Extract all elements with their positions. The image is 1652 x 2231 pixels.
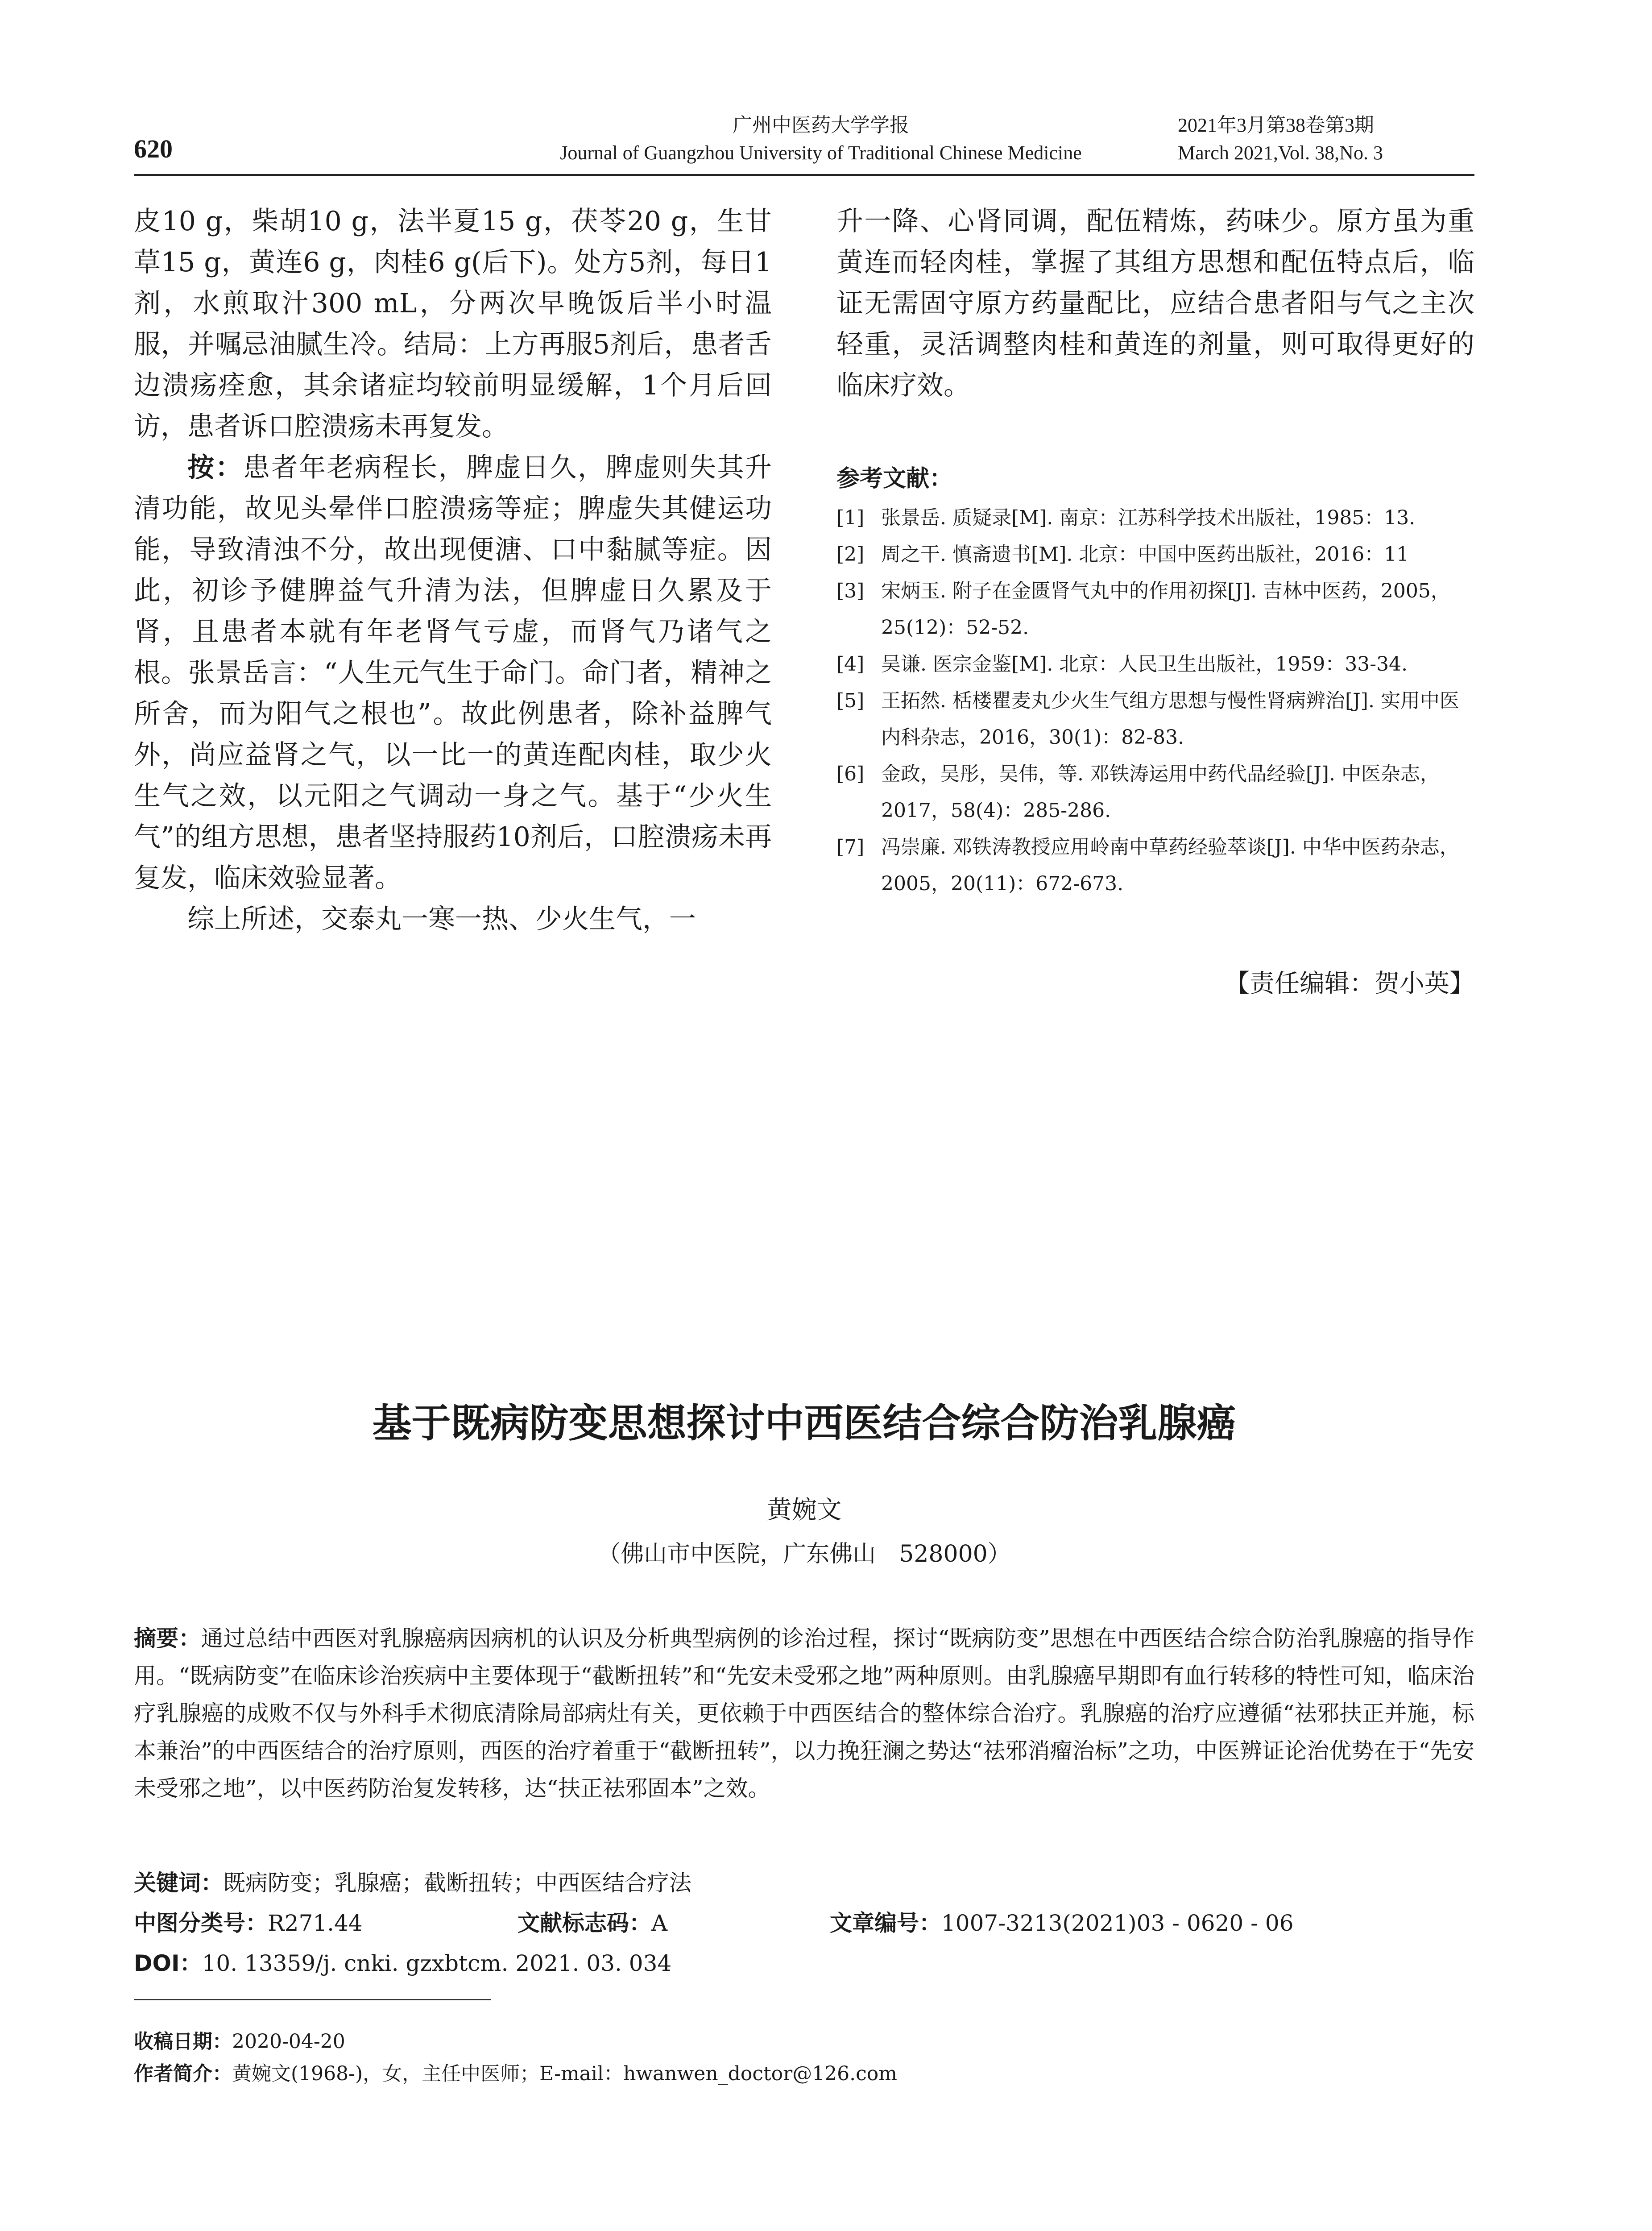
article-number [830,1905,1294,1937]
reference-text: 王拓然. 栝楼瞿麦丸少火生气组方思想与慢性肾病辨治[J]. 实用中医内科杂志，2016，30(1)：82-83. [881,689,1459,749]
reference-text: 张景岳. 质疑录[M]. 南京：江苏科学技术出版社，1985：13. [881,506,1416,529]
reference-text: 冯崇廉. 邓铁涛教授应用岭南中草药经验萃谈[J]. 中华中医药杂志，2005，20(11)：672-673. [881,836,1459,895]
reference-item [836,683,1474,756]
paragraph [134,447,772,899]
keywords [134,1865,691,1897]
right-column [836,201,1474,406]
issue-info [1178,112,1383,167]
footnote-rule [134,1999,491,2000]
note-label: 按： [187,452,243,483]
left-column [134,201,772,940]
reference-list [836,500,1474,902]
keywords-label: 关键词： [134,1870,223,1896]
header-rule [134,174,1474,176]
journal-name-en: Journal of Guangzhou University of Traditional Chinese Medicine [560,142,1082,164]
reference-text: 周之干. 慎斋遗书[M]. 北京：中国中医药出版社，2016：11 [881,543,1409,566]
article-no-label: 文章编号： [830,1910,941,1936]
reference-item [836,500,1474,536]
reference-number: [4] [836,653,865,676]
paragraph: 皮10 g，柴胡10 g，法半夏15 g，茯苓20 g，生甘草15 g，黄连6 g，肉桂6 g(后下)。处方5剂，每日1剂，水煎取汁300 mL，分两次早晚饭后半小时温服，并嘱忌油腻生冷。结局：上方再服5剂后，患者舌边溃疡痊愈，其余诸症均较前明显缓解，1个月后回访，患者诉口腔溃疡未再复发。 [134,206,772,442]
article-no-value: 1007-3213(2021)03 - 0620 - 06 [941,1910,1294,1936]
journal-name-cn: 广州中医药大学学报 [733,114,909,137]
author-bio [134,2058,897,2090]
reference-number: [5] [836,689,865,712]
reference-number: [7] [836,836,865,858]
bio-label: 作者简介： [134,2062,232,2085]
reference-item [836,573,1474,646]
received-value: 2020-04-20 [232,2030,345,2053]
journal-header [504,112,1138,167]
clc-value: R271.44 [268,1910,363,1936]
paragraph: 升一降、心肾同调，配伍精炼，药味少。原方虽为重黄连而轻肉桂，掌握了其组方思想和配伍特点后，临证无需固守原方药量配比，应结合患者阳与气之主次轻重，灵活调整肉桂和黄连的剂量，则可取得更好的临床疗效。 [836,206,1474,401]
clc-label: 中图分类号： [134,1910,268,1936]
doi [134,1945,671,1978]
article-title: 基于既病防变思想探讨中西医结合综合防治乳腺癌 [372,1400,1236,1446]
paragraph: 综上所述，交泰丸一寒一热、少火生气，一 [187,904,696,935]
responsible-editor: 【责任编辑：贺小英】 [1225,969,1474,998]
reference-number: [1] [836,506,865,529]
footnote [134,2026,897,2090]
issue-cn: 2021年3月第38卷第3期 [1178,114,1374,136]
bio-value: 黄婉文(1968-)，女，主任中医师；E-mail：hwanwen_doctor@126.com [232,2062,898,2085]
abstract [134,1620,1474,1807]
received-date [134,2026,897,2058]
reference-text: 金政，吴彤，吴伟，等. 邓铁涛运用中药代品经验[J]. 中医杂志，2017，58(4)：285-286. [881,763,1440,822]
reference-text: 宋炳玉. 附子在金匮肾气丸中的作用初探[J]. 吉林中医药，2005，25(12)：52-52. [881,580,1450,639]
reference-item [836,829,1474,902]
reference-number: [2] [836,543,865,566]
abstract-text: 通过总结中西医对乳腺癌病因病机的认识及分析典型病例的诊治过程，探讨“既病防变”思想在中西医结合综合防治乳腺癌的指导作用。“既病防变”在临床诊治疾病中主要体现于“截断扭转”和“先安未受邪之地”两种原则。由乳腺癌早期即有血行转移的特性可知，临床治疗乳腺癌的成败不仅与外科手术彻底清除局部病灶有关，更依赖于中西医结合的整体综合治疗。乳腺癌的治疗应遵循“祛邪扶正并施，标本兼治”的中西医结合的治疗原则，西医的治疗着重于“截断扭转”，以力挽狂澜之势达“祛邪消瘤治标”之功，中医辨证论治优势在于“先安未受邪之地”，以中医药防治复发转移，达“扶正祛邪固本”之效。 [134,1626,1475,1801]
reference-item [836,646,1474,683]
doc-code-label: 文献标志码： [518,1910,651,1936]
received-label: 收稿日期： [134,2030,232,2053]
clc-number [134,1905,363,1937]
reference-number: [3] [836,580,865,602]
affiliation: （佛山市中医院，广东佛山 528000） [597,1541,1011,1568]
page-number: 620 [134,134,173,163]
abstract-label: 摘要： [134,1626,201,1651]
document-code [518,1905,667,1937]
note-text: 患者年老病程长，脾虚日久，脾虚则失其升清功能，故见头晕伴口腔溃疡等症；脾虚失其健运功能，导致清浊不分，故出现便溏、口中黏腻等症。因此，初诊予健脾益气升清为法，但脾虚日久累及于肾，且患者本就有年老肾气亏虚，而肾气乃诸气之根。张景岳言：“人生元气生于命门。命门者，精神之所舍，而为阳气之根也”。故此例患者，除补益脾气外，尚应益肾之气，以一比一的黄连配肉桂，取少火生气之效，以元阳之气调动一身之气。基于“少火生气”的组方思想，患者坚持服药10剂后，口腔溃疡未再复发，临床效验显著。 [134,452,772,894]
author-name: 黄婉文 [766,1496,842,1525]
issue-en: March 2021,Vol. 38,No. 3 [1178,142,1383,164]
reference-item [836,536,1474,573]
doc-code-value: A [651,1910,668,1936]
doi-value: 10. 13359/j. cnki. gzxbtcm. 2021. 03. 034 [202,1950,672,1976]
reference-text: 吴谦. 医宗金鉴[M]. 北京：人民卫生出版社，1959：33-34. [881,653,1408,676]
keywords-text: 既病防变；乳腺癌；截断扭转；中西医结合疗法 [223,1870,691,1896]
references-title: 参考文献： [836,465,953,492]
doi-label: DOI： [134,1950,202,1976]
reference-item [836,756,1474,829]
reference-number: [6] [836,763,865,785]
